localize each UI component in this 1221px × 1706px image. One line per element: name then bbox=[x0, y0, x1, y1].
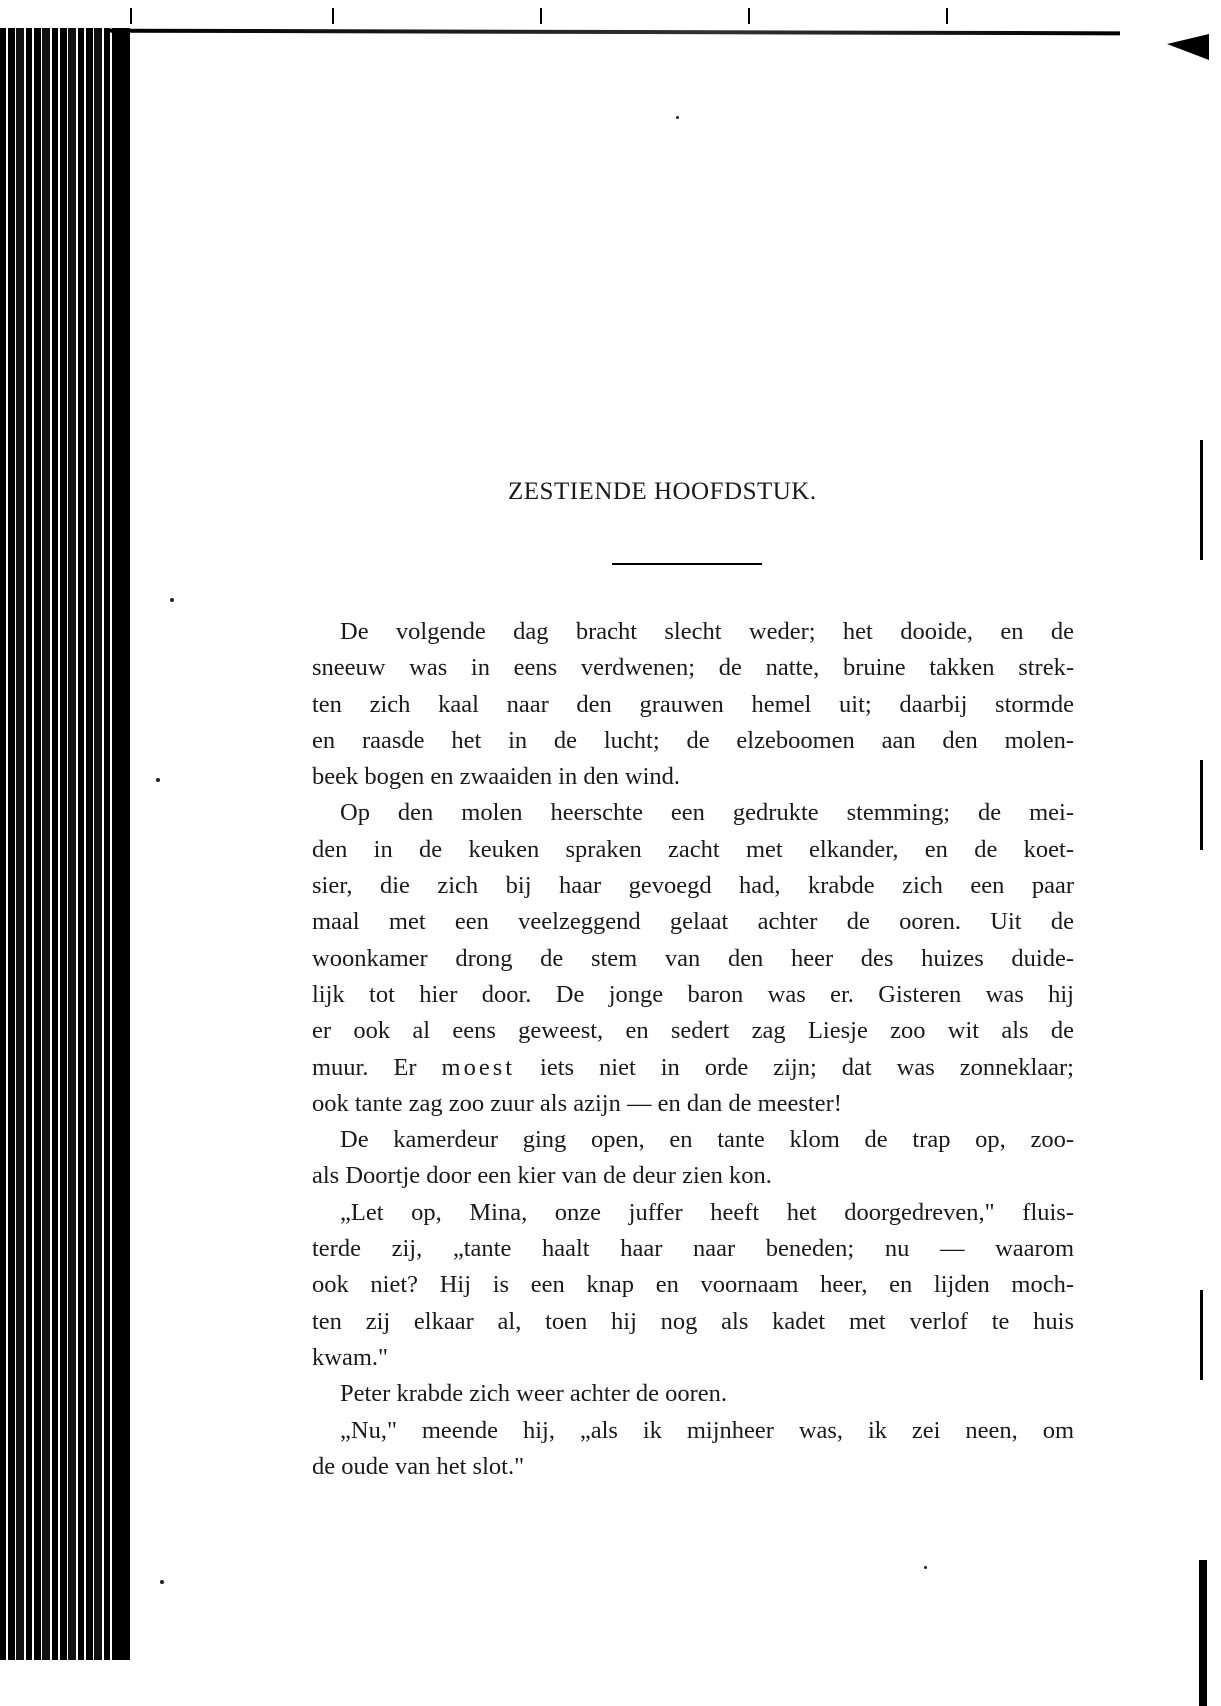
paragraph-4 bbox=[312, 1195, 1074, 1376]
title-divider bbox=[612, 563, 762, 565]
text-line: er ook al eens geweest, en sedert zag Liesje zoo wit als de bbox=[312, 1017, 1074, 1045]
text-line: „Let op, Mina, onze juffer heeft het doorgedreven," fluis- bbox=[340, 1198, 1074, 1226]
ruler-tick bbox=[946, 8, 948, 24]
paragraph-2 bbox=[312, 795, 1074, 1122]
text-line: de oude van het slot." bbox=[312, 1452, 525, 1480]
text-line: kwam." bbox=[312, 1343, 389, 1371]
ruler-tick bbox=[332, 8, 334, 24]
text-line: Op den molen heerschte een gedrukte stemming; de mei- bbox=[340, 799, 1074, 827]
book-spine-edge bbox=[118, 28, 130, 1706]
scan-speck bbox=[160, 1580, 164, 1584]
right-page-edge bbox=[1200, 1290, 1203, 1380]
text-line: De kamerdeur ging open, en tante klom de trap op, zoo- bbox=[340, 1126, 1074, 1154]
text-fragment: iets niet in orde zijn; dat was zonneklaar; bbox=[515, 1053, 1074, 1081]
page-corner-marker bbox=[1167, 34, 1209, 60]
text-line: sier, die zich bij haar gevoegd had, krabde zich een paar bbox=[312, 872, 1074, 900]
chapter-title: ZESTIENDE HOOFDSTUK. bbox=[508, 478, 817, 505]
text-line: als Doortje door een kier van de deur zien kon. bbox=[312, 1162, 772, 1190]
text-line: beek bogen en zwaaiden in den wind. bbox=[312, 763, 681, 791]
text-line: ten zij elkaar al, toen hij nog als kadet met verlof te huis bbox=[312, 1307, 1074, 1335]
book-spine-shadow bbox=[0, 28, 130, 1706]
paragraph-1 bbox=[312, 614, 1074, 795]
paragraph-6 bbox=[312, 1413, 1074, 1486]
text-line: Peter krabde zich weer achter de ooren. bbox=[340, 1380, 728, 1408]
ruler-tick bbox=[540, 8, 542, 24]
right-page-edge bbox=[1200, 760, 1203, 850]
top-page-edge bbox=[110, 29, 1120, 36]
emphasized-word: moest bbox=[441, 1053, 516, 1081]
scan-speck bbox=[924, 1566, 927, 1569]
text-line: De volgende dag bracht slecht weder; het dooide, en de bbox=[340, 618, 1074, 645]
text-line: ook tante zag zoo zuur als azijn — en dan de meester! bbox=[312, 1089, 842, 1117]
right-page-edge bbox=[1199, 1560, 1207, 1706]
right-page-edge bbox=[1200, 440, 1203, 560]
spine-bottom-gap bbox=[0, 1660, 140, 1706]
scan-speck bbox=[156, 778, 160, 782]
text-line: den in de keuken spraken zacht met elkander, en de koet- bbox=[312, 835, 1074, 863]
paragraph-5 bbox=[312, 1376, 1074, 1412]
text-line: maal met een veelzeggend gelaat achter de ooren. Uit de bbox=[312, 908, 1074, 936]
scan-speck bbox=[170, 598, 174, 602]
text-fragment: muur. Er bbox=[312, 1053, 442, 1081]
scan-speck bbox=[676, 116, 679, 119]
ruler-tick bbox=[748, 8, 750, 24]
paragraph-3 bbox=[312, 1122, 1074, 1195]
text-line: en raasde het in de lucht; de elzeboomen aan den molen- bbox=[312, 726, 1074, 754]
text-line: ten zich kaal naar den grauwen hemel uit; daarbij stormde bbox=[312, 690, 1074, 718]
text-line: sneeuw was in eens verdwenen; de natte, bruine takken strek- bbox=[312, 654, 1074, 682]
text-line: lijk tot hier door. De jonge baron was er. Gisteren was hij bbox=[312, 980, 1074, 1008]
body-text bbox=[312, 614, 1074, 1485]
text-line bbox=[312, 1050, 1074, 1086]
text-line: terde zij, „tante haalt haar naar beneden; nu — waarom bbox=[312, 1235, 1074, 1263]
ruler-tick bbox=[130, 8, 132, 24]
text-line: woonkamer drong de stem van den heer des huizes duide- bbox=[312, 944, 1074, 972]
text-line: ook niet? Hij is een knap en voornaam heer, en lijden moch- bbox=[312, 1271, 1074, 1299]
text-line: „Nu," meende hij, „als ik mijnheer was, ik zei neen, om bbox=[340, 1416, 1074, 1444]
